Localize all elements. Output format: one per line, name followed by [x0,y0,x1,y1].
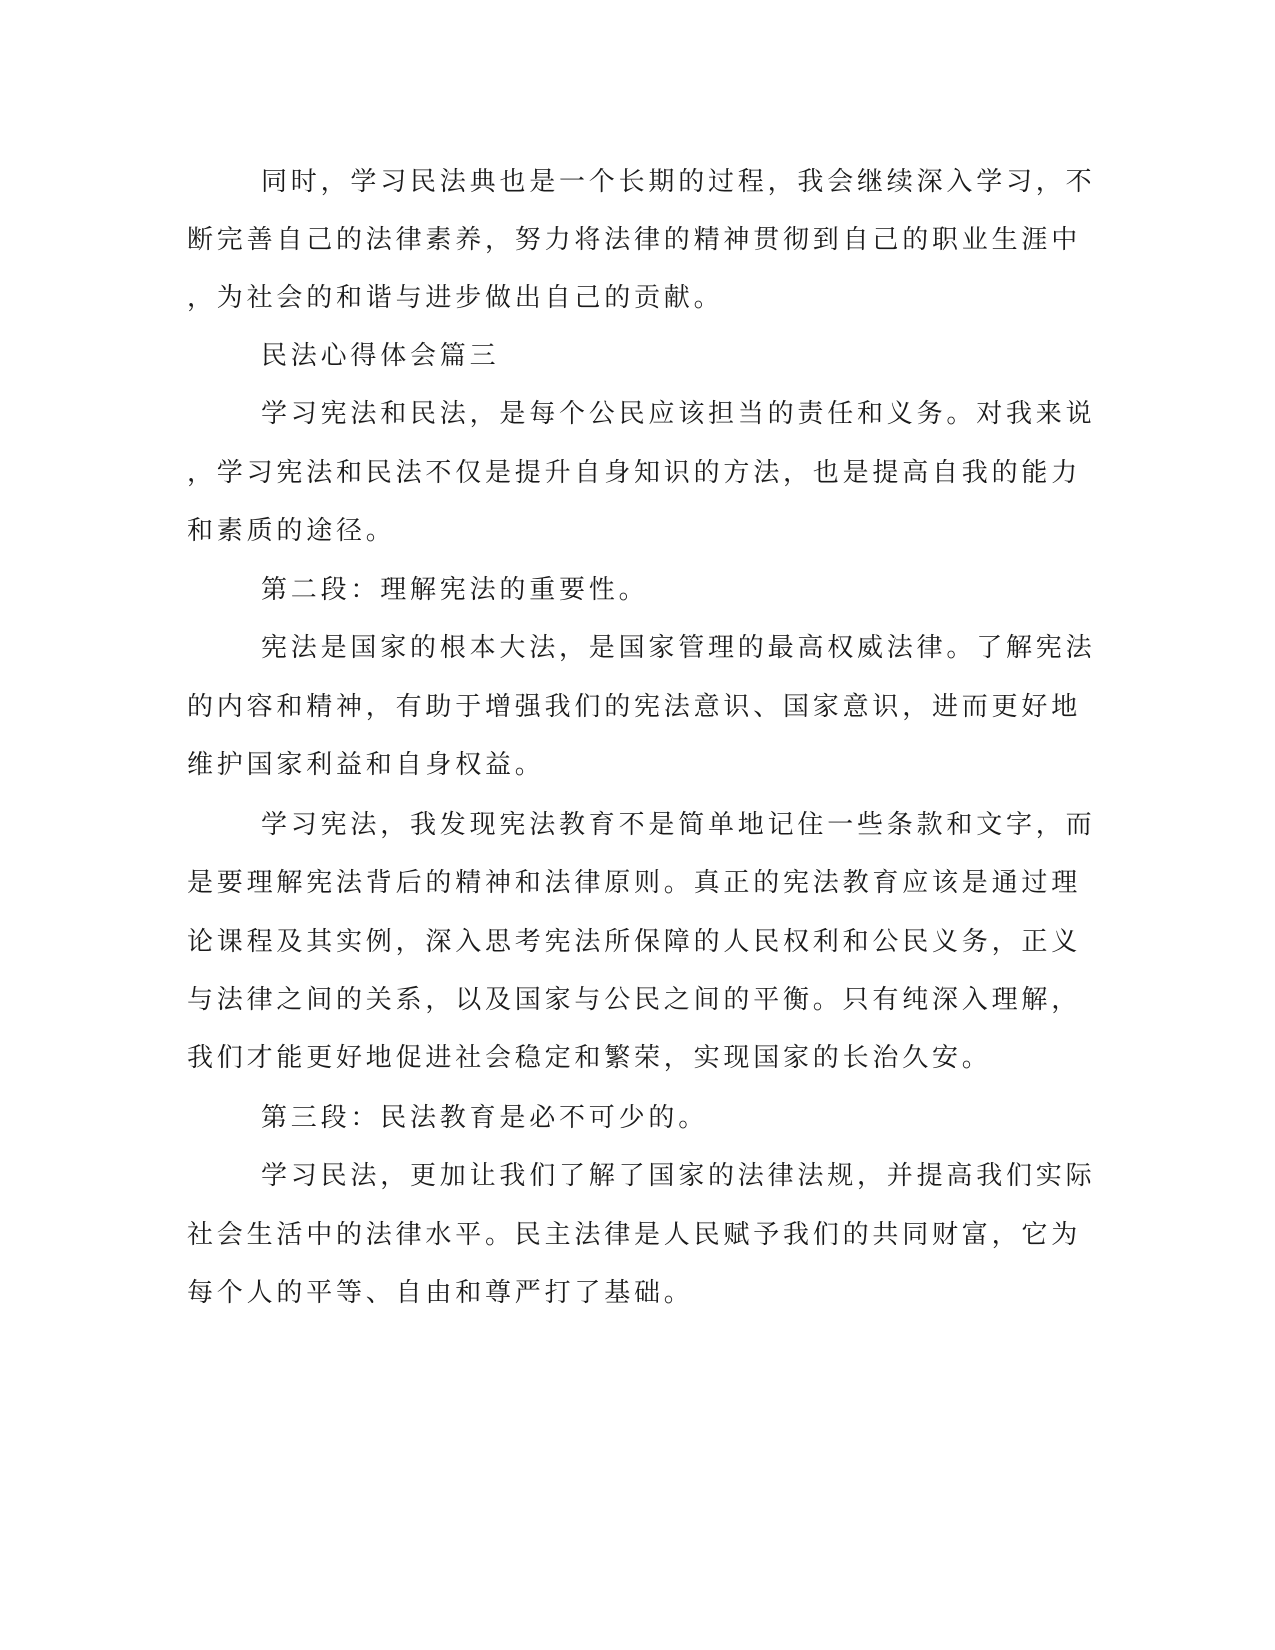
paragraph-line: 断完善自己的法律素养，努力将法律的精神贯彻到自己的职业生涯中 [187,225,1082,255]
paragraph-line: 我们才能更好地促进社会稳定和繁荣，实现国家的长治久安。 [187,1043,992,1073]
paragraph-line: 是要理解宪法背后的精神和法律原则。真正的宪法教育应该是通过理 [187,868,1082,898]
paragraph-line: 学习宪法和民法，是每个公民应该担当的责任和义务。对我来说 [261,399,1096,429]
paragraph-line: ，学习宪法和民法不仅是提升自身知识的方法，也是提高自我的能力 [187,458,1082,488]
paragraph-line: 每个人的平等、自由和尊严打了基础。 [187,1278,694,1308]
paragraph-line: 和素质的途径。 [187,516,396,546]
paragraph-line: 宪法是国家的根本大法，是国家管理的最高权威法律。了解宪法 [261,633,1096,663]
paragraph-line: 学习宪法，我发现宪法教育不是简单地记住一些条款和文字，而 [261,810,1096,840]
paragraph-line: 同时，学习民法典也是一个长期的过程，我会继续深入学习，不 [261,167,1096,197]
section-heading: 第二段：理解宪法的重要性。 [261,575,649,605]
section-heading: 民法心得体会篇三 [261,341,500,371]
paragraph-line: 维护国家利益和自身权益。 [187,750,545,780]
paragraph-line: 与法律之间的关系，以及国家与公民之间的平衡。只有纯深入理解， [187,985,1082,1015]
paragraph-line: ，为社会的和谐与进步做出自己的贡献。 [187,283,724,313]
paragraph-line: 社会生活中的法律水平。民主法律是人民赋予我们的共同财富，它为 [187,1220,1082,1250]
paragraph-line: 学习民法，更加让我们了解了国家的法律法规，并提高我们实际 [261,1161,1096,1191]
section-heading: 第三段：民法教育是必不可少的。 [261,1103,709,1133]
paragraph-line: 论课程及其实例，深入思考宪法所保障的人民权利和公民义务，正义 [187,927,1082,957]
paragraph-line: 的内容和精神，有助于增强我们的宪法意识、国家意识，进而更好地 [187,692,1082,722]
